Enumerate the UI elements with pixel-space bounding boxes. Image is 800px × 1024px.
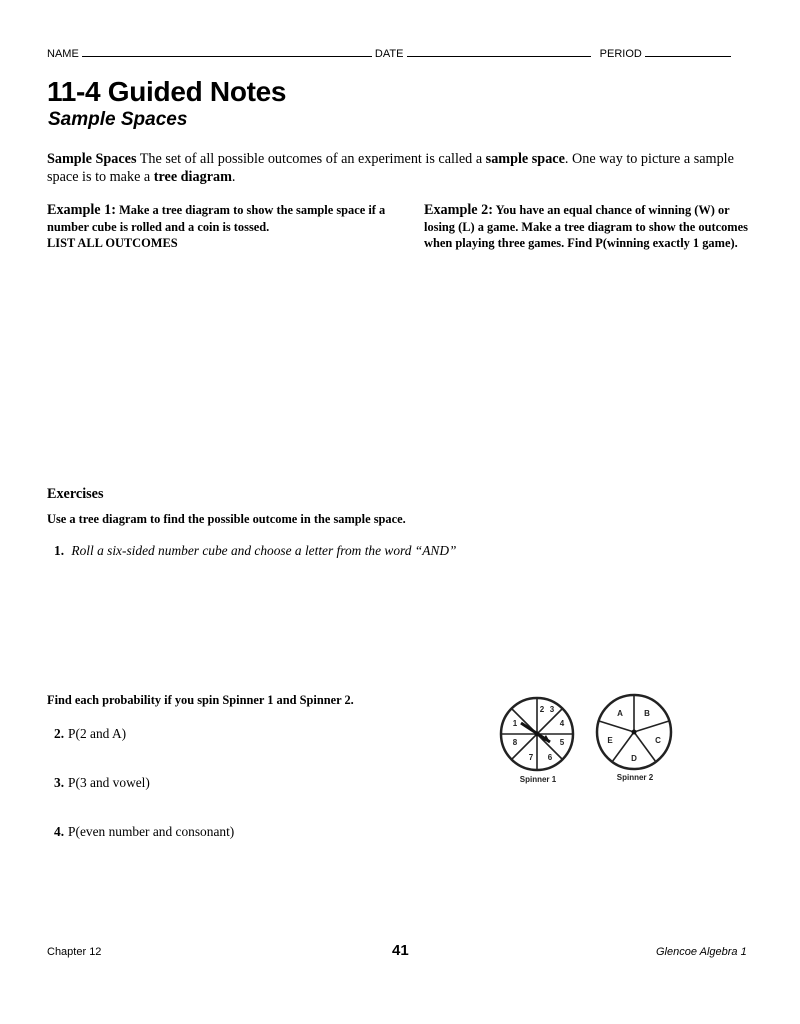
spinner-1-section-7: 7 [528,753,534,762]
period-label: PERIOD [599,48,642,60]
example-1-text: Make a tree diagram to show the sample space if a number cube is rolled and a coin is tossed. [47,203,386,234]
example-1-text-2: LIST ALL OUTCOMES [47,236,178,250]
spinner-1-section-6: 6 [547,753,553,762]
spinner-2-section-b: B [644,709,650,718]
spinner-2-section-e: E [607,736,613,745]
period-blank[interactable] [645,47,731,57]
question-1-text: Roll a six-sided number cube and choose a letter from the word “AND” [71,543,457,558]
question-2-number: 2. [54,726,65,741]
spinner-2-section-d: D [631,754,637,763]
spinner-1-section-8: 8 [512,738,518,747]
intro-term: Sample Spaces [47,151,137,167]
spinner-1 [501,698,573,784]
example-2 [424,202,754,252]
page-title: 11-4 Guided Notes [47,76,287,107]
spinner-1-section-4: 4 [559,719,565,728]
question-4 [54,824,234,840]
example-2-lead: Example 2: [424,202,493,218]
footer-chapter: Chapter 12 [47,946,102,958]
intro-text-2: . One way to picture a sample space is to make a [47,151,734,185]
date-label: DATE [374,48,404,60]
spinner-2 [597,695,671,782]
question-3-number: 3. [54,775,65,790]
spinner-1-section-5: 5 [559,738,565,747]
student-info-line [47,47,731,60]
exercises-heading: Exercises [47,486,104,502]
example-2-text: You have an equal chance of winning (W) or losing (L) a game. Make a tree diagram to show the outcomes when playing three games. Find P(winning exactly 1 game). [424,203,748,250]
page-subtitle: Sample Spaces [48,109,188,130]
example-1 [47,202,392,252]
footer-page-number: 41 [392,942,409,959]
intro-paragraph [47,150,757,186]
exercises-instruction: Use a tree diagram to find the possible outcome in the sample space. [47,512,406,526]
spinner-instruction: Find each probability if you spin Spinner 1 and Spinner 2. [47,693,354,707]
spinner-1-section-1: 1 [512,719,518,728]
intro-term-3: tree diagram [153,169,232,185]
spinner-2-section-a: A [617,709,623,718]
question-4-number: 4. [54,824,65,839]
intro-text-3: . [231,169,236,185]
question-1-number: 1. [54,543,65,558]
spinner-1-section-3: 3 [549,705,555,714]
question-3-text: P(3 and vowel) [68,775,150,790]
question-2-text: P(2 and A) [68,726,127,741]
name-label: NAME [47,48,79,60]
spinner-1-label: Spinner 1 [519,775,557,784]
spinner-2-section-c: C [655,736,661,745]
date-blank[interactable] [407,47,591,57]
question-2 [54,726,126,742]
intro-text-1: The set of all possible outcomes of an experiment is called a [136,151,486,167]
question-4-text: P(even number and consonant) [68,824,235,839]
spinner-1-section-2: 2 [539,705,545,714]
example-1-lead: Example 1: [47,202,116,218]
question-1 [54,543,456,559]
footer-book-title: Glencoe Algebra 1 [656,946,747,958]
spinner-2-label: Spinner 2 [616,773,654,782]
intro-term-2: sample space [485,151,565,167]
spinners-figure [494,692,684,792]
name-blank[interactable] [82,47,372,57]
question-3 [54,775,150,791]
